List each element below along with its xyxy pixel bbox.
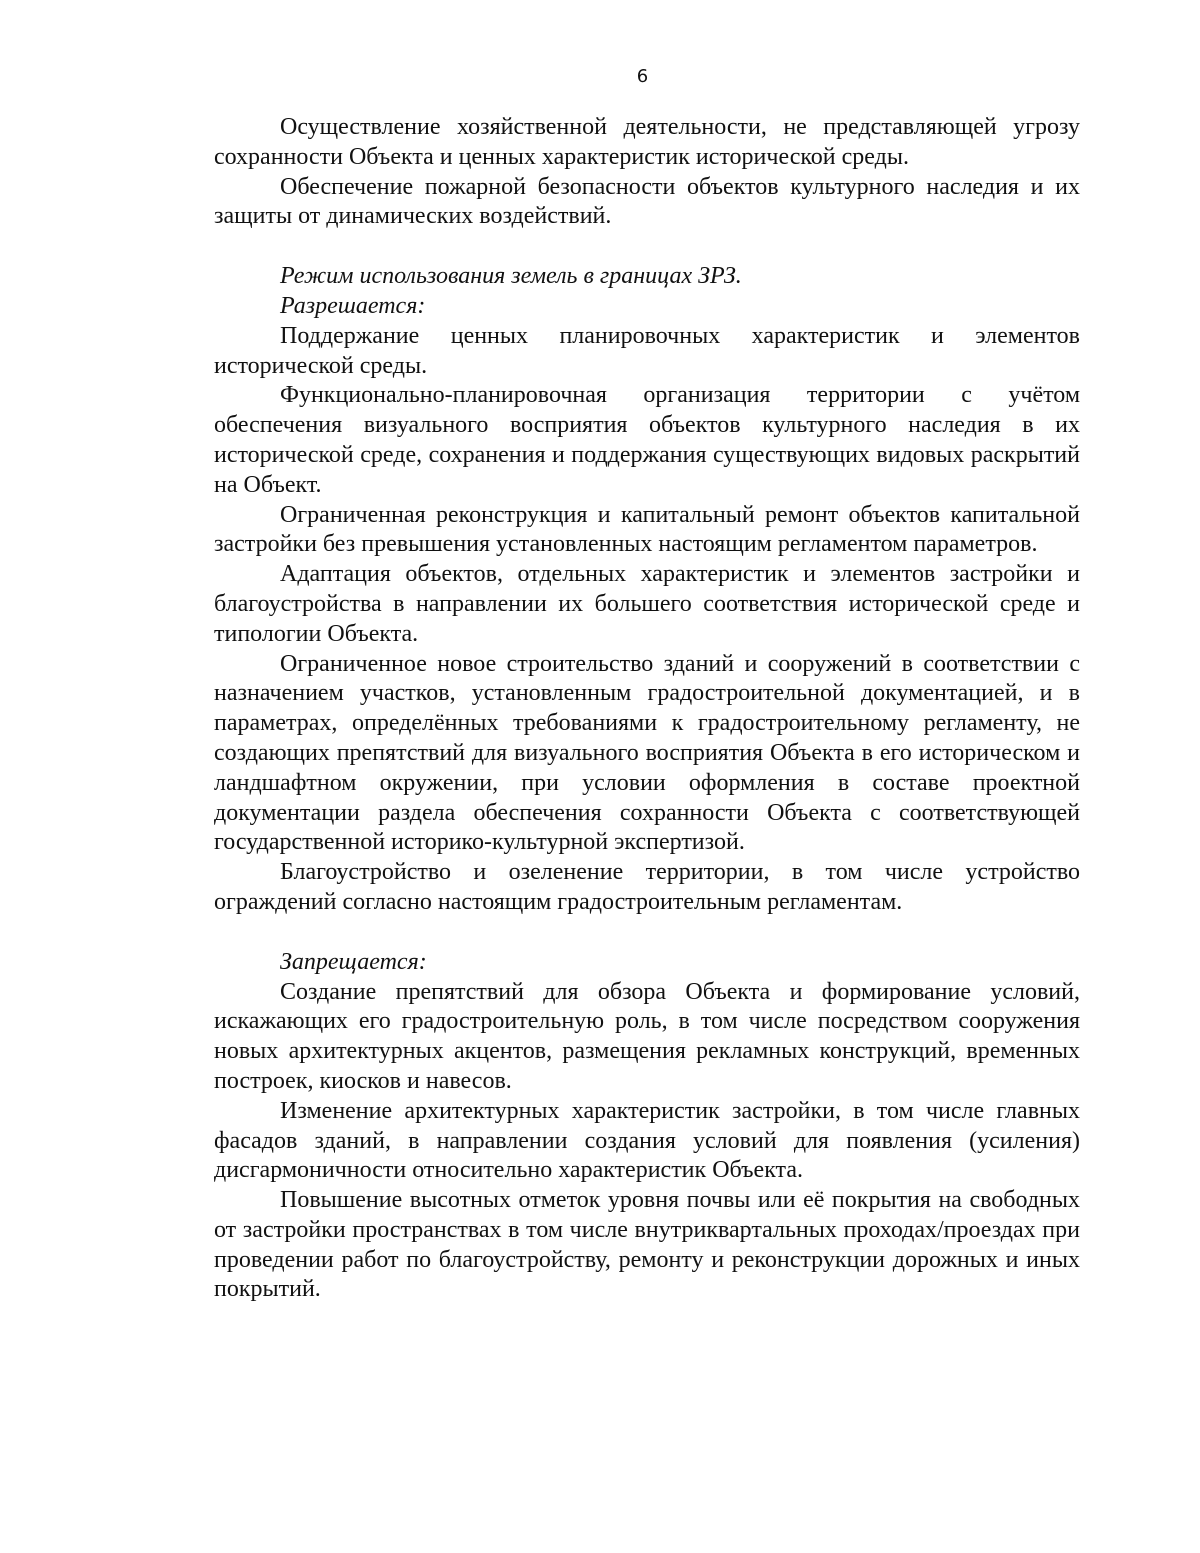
section-heading-land-use: Режим использования земель в границах ЗРЗ. bbox=[280, 263, 742, 290]
subheading-allowed: Разрешается: bbox=[280, 292, 426, 319]
document-body bbox=[214, 113, 1080, 1305]
paragraph: Изменение архитектурных характеристик застройки, в том числе главных фасадов зданий, в направлении создания условий для появления (усиления) дисгармоничности относительно характеристик Объекта. bbox=[214, 1097, 1080, 1184]
section-spacer bbox=[214, 232, 1080, 262]
paragraph: Ограниченное новое строительство зданий и сооружений в соответствии с назначением участков, установленным градостроительной документацией, и в параметрах, определённых требованиями к градостроительному регламенту, не создающих препятствий для визуального восприятия Объекта в его историческом и ландшафтном окружении, при условии оформления в составе проектной документации раздела обеспечения сохранности Объекта с соответствующей государственной историко-культурной экспертизой. bbox=[214, 650, 1080, 856]
paragraph: Адаптация объектов, отдельных характеристик и элементов застройки и благоустройства в направлении их большего соответствия исторической среде и типологии Объекта. bbox=[214, 561, 1080, 647]
paragraph: Обеспечение пожарной безопасности объектов культурного наследия и их защиты от динамических воздействий. bbox=[214, 173, 1080, 230]
page-number: 6 bbox=[636, 66, 649, 87]
paragraph: Благоустройство и озеленение территории, в том числе устройство ограждений согласно настоящим градостроительным регламентам. bbox=[214, 859, 1080, 915]
paragraph: Ограниченная реконструкция и капитальный ремонт объектов капитальной застройки без превышения установленных настоящим регламентом параметров. bbox=[214, 501, 1080, 558]
paragraph: Создание препятствий для обзора Объекта и формирование условий, искажающих его градостроительную роль, в том числе посредством сооружения новых архитектурных акцентов, размещения рекламных конструкций, временных построек, киосков и навесов. bbox=[214, 978, 1080, 1094]
paragraph: Функционально-планировочная организация территории с учётом обеспечения визуального восприятия объектов культурного наследия в их исторической среде, сохранения и поддержания существующих видовых раскрытий на Объект. bbox=[214, 382, 1080, 498]
subheading-prohibited: Запрещается: bbox=[280, 948, 427, 975]
section-spacer bbox=[214, 918, 1080, 948]
paragraph: Поддержание ценных планировочных характеристик и элементов исторической среды. bbox=[214, 322, 1080, 379]
paragraph: Повышение высотных отметок уровня почвы или её покрытия на свободных от застройки пространствах в том числе внутриквартальных проходах/проездах при проведении работ по благоустройству, ремонту и реконструкции дорожных и иных покрытий. bbox=[214, 1187, 1080, 1303]
paragraph: Осуществление хозяйственной деятельности, не представляющей угрозу сохранности Объекта и ценных характеристик исторической среды. bbox=[214, 114, 1080, 170]
